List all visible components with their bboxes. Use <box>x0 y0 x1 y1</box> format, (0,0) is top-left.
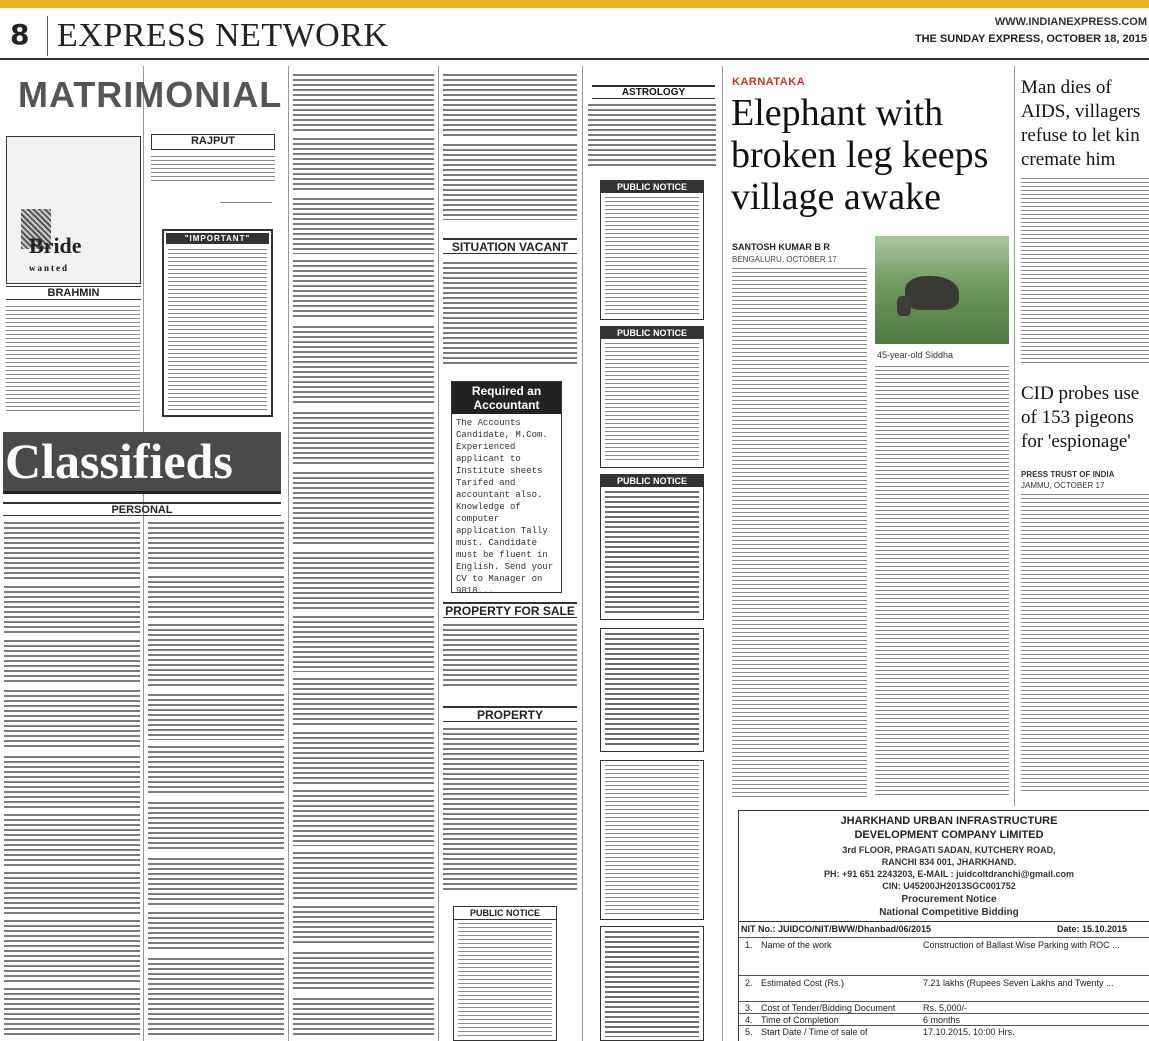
classifieds-title: Classifieds <box>5 433 233 489</box>
photo-caption: 45-year-old Siddha <box>877 350 954 360</box>
classified-entry <box>293 678 434 726</box>
tender-row-value: Rs. 5,000/- <box>923 1003 968 1013</box>
page-number: 8 <box>10 18 30 51</box>
classified-entry <box>148 858 284 906</box>
classified-entry <box>443 144 577 220</box>
personal-header: PERSONAL <box>3 502 281 516</box>
story-body-column <box>732 268 867 798</box>
property-for-sale-header: PROPERTY FOR SALE <box>443 602 577 618</box>
classified-entry <box>293 952 434 992</box>
public-notice-box <box>600 180 704 320</box>
elephant-shape <box>905 276 959 310</box>
public-notice-box <box>600 628 704 752</box>
tender-row-item: Estimated Cost (Rs.) <box>761 978 845 988</box>
column-divider <box>143 66 144 1041</box>
classified-entry <box>4 814 140 866</box>
ad-text <box>6 306 140 412</box>
column-divider <box>722 66 723 1041</box>
elephant-photo <box>875 236 1009 344</box>
classified-entry <box>148 746 284 796</box>
classified-entry <box>293 732 434 784</box>
bride-wanted-sublabel: wanted <box>29 263 70 273</box>
accountant-ad-text: The Accounts Candidate, M.Com. Experienced applicant to Institute sheets Tarifed and accountant also. Knowledge of computer application Tally must. Candidate must be fluent in English. Send your CV to Manager on 9818... <box>456 418 554 596</box>
ad-text <box>220 202 272 206</box>
tender-row-item: Time of Completion <box>761 1015 839 1025</box>
classified-entry <box>148 694 284 740</box>
tender-notice <box>738 810 1149 1041</box>
classified-entry <box>4 640 140 684</box>
public-notice-header: PUBLIC NOTICE <box>454 907 556 920</box>
notice-text <box>605 633 699 747</box>
classified-entry <box>293 552 434 610</box>
tender-date: Date: 15.10.2015 <box>1057 924 1128 934</box>
story-dateline: BENGALURU, OCTOBER 17 <box>732 255 837 264</box>
brahmin-header: BRAHMIN <box>6 286 141 300</box>
situation-vacant-header: SITUATION VACANT <box>443 238 577 254</box>
tender-row-no: 3. <box>745 1003 753 1013</box>
side-dateline: JAMMU, OCTOBER 17 <box>1021 481 1105 490</box>
ad-text <box>151 156 275 184</box>
tender-row-value: Construction of Ballast Wise Parking with ROC ... <box>923 940 1120 950</box>
classified-entry <box>443 728 577 890</box>
notice-text <box>605 491 699 615</box>
classified-entry <box>148 912 284 952</box>
public-notice-header: PUBLIC NOTICE <box>601 475 703 487</box>
public-notice-header: PUBLIC NOTICE <box>601 181 703 193</box>
classified-entry <box>293 472 434 546</box>
classified-entry <box>293 198 434 254</box>
section-title: EXPRESS NETWORK <box>57 17 389 54</box>
tender-row-item: Name of the work <box>761 940 832 950</box>
side-headline[interactable]: CID probes use of 153 pigeons for 'espionage' <box>1021 383 1140 452</box>
classified-entry <box>443 262 577 366</box>
side-headline[interactable]: Man dies of AIDS, villagers refuse to let kin cremate him <box>1021 77 1141 170</box>
astrology-header: ASTROLOGY <box>592 85 715 99</box>
notice-text <box>605 765 699 915</box>
classified-entry <box>293 138 434 192</box>
notice-text <box>168 249 267 411</box>
public-notice-header: PUBLIC NOTICE <box>601 327 703 339</box>
classified-entry <box>293 906 434 946</box>
classified-entry <box>4 690 140 750</box>
classifieds-banner <box>3 432 281 494</box>
public-notice-box-hindi <box>600 926 704 1041</box>
column-divider <box>288 66 289 1041</box>
tender-row-item: Cost of Tender/Bidding Document <box>761 1003 896 1013</box>
tender-row-item: Start Date / Time of sale of <box>761 1027 868 1037</box>
notice-text <box>605 343 699 463</box>
tender-notice-title: Procurement Notice <box>901 894 997 905</box>
top-accent-bar <box>0 0 1149 8</box>
classified-entry <box>148 624 284 688</box>
classified-entry <box>293 998 434 1038</box>
column-divider <box>1014 66 1015 806</box>
bride-wanted-graphic <box>6 136 141 284</box>
rajput-header: RAJPUT <box>151 134 275 150</box>
classified-entry <box>4 586 140 634</box>
tender-row-value: 6 months <box>923 1015 961 1025</box>
classified-entry <box>588 104 716 166</box>
matrimonial-title: MATRIMONIAL <box>18 74 283 115</box>
tender-row-no: 4. <box>745 1015 753 1025</box>
classified-entry <box>293 790 434 846</box>
side-story-body <box>1021 494 1149 794</box>
website-url[interactable]: WWW.INDIANEXPRESS.COM <box>994 16 1147 28</box>
classified-entry <box>293 326 434 406</box>
side-story-body <box>1021 178 1149 364</box>
notice-text <box>605 197 699 315</box>
tender-row-value: 7.21 lakhs (Rupees Seven Lakhs and Twenty ... <box>923 978 1114 988</box>
public-notice-box <box>453 906 557 1041</box>
tender-row <box>739 975 1149 1001</box>
classified-entry <box>4 522 140 580</box>
accountant-ad <box>451 381 562 596</box>
tender-row-no: 5. <box>745 1027 753 1037</box>
tender-org-line1: JHARKHAND URBAN INFRASTRUCTURE <box>840 815 1058 827</box>
important-header: "IMPORTANT" <box>166 233 269 244</box>
tender-nit: NIT No.: JUIDCO/NIT/BWW/Dhanbad/06/2015 <box>741 924 932 934</box>
classified-entry <box>4 988 140 1038</box>
classified-entry <box>443 74 577 136</box>
accountant-ad-header: Required an Accountant <box>452 382 561 414</box>
column-divider <box>438 66 439 1041</box>
tender-row-no: 1. <box>745 940 753 950</box>
classified-entry <box>148 576 284 618</box>
public-notice-box <box>600 326 704 468</box>
side-byline: PRESS TRUST OF INDIA <box>1021 470 1115 479</box>
notice-text <box>458 923 552 1037</box>
notice-text <box>605 931 699 1037</box>
tender-address2: RANCHI 834 001, JHARKHAND. <box>881 857 1017 867</box>
tender-nit-row <box>739 921 1149 937</box>
classified-entry <box>293 616 434 672</box>
header-divider <box>47 16 48 56</box>
tender-row <box>739 1013 1149 1025</box>
public-notice-box <box>600 760 704 920</box>
classified-entry <box>293 74 434 132</box>
story-byline: SANTOSH KUMAR B R <box>732 242 830 252</box>
tender-row <box>739 1025 1149 1041</box>
classified-entry <box>293 852 434 900</box>
tender-row <box>739 1001 1149 1013</box>
classified-entry <box>148 958 284 1038</box>
tender-contact: PH: +91 651 2243203, E-MAIL : juidcoltdranchi@gmail.com <box>824 869 1074 879</box>
classified-entry <box>148 522 284 570</box>
page-header <box>0 8 1149 58</box>
elephant-head-shape <box>897 296 911 316</box>
classified-entry <box>4 920 140 982</box>
story-kicker: KARNATAKA <box>732 76 806 88</box>
classified-entry <box>4 872 140 914</box>
story-body-column <box>875 366 1009 798</box>
classified-entry <box>148 802 284 852</box>
column-divider <box>582 66 583 1041</box>
tender-row-no: 2. <box>745 978 753 988</box>
tender-cin: CIN: U45200JH2013SGC001752 <box>882 881 1016 891</box>
classified-entry <box>4 756 140 808</box>
tender-row <box>739 937 1149 975</box>
header-rule <box>0 58 1149 60</box>
tender-row-value: 17.10.2015, 10:00 Hrs. <box>923 1027 1015 1037</box>
property-header: PROPERTY <box>443 706 577 722</box>
classified-entry <box>293 260 434 320</box>
tender-org-line2: DEVELOPMENT COMPANY LIMITED <box>854 829 1044 841</box>
classified-entry <box>443 624 577 688</box>
classified-entry <box>293 412 434 466</box>
tender-address1: 3rd FLOOR, PRAGATI SADAN, KUTCHERY ROAD, <box>842 845 1056 855</box>
main-headline[interactable]: Elephant with broken leg keeps village awake <box>731 92 989 218</box>
edition-date: THE SUNDAY EXPRESS, OCTOBER 18, 2015 <box>914 33 1147 45</box>
important-notice <box>162 229 273 417</box>
public-notice-box <box>600 474 704 620</box>
bride-wanted-label: Bride <box>29 233 82 258</box>
tender-bidding: National Competitive Bidding <box>879 907 1019 918</box>
